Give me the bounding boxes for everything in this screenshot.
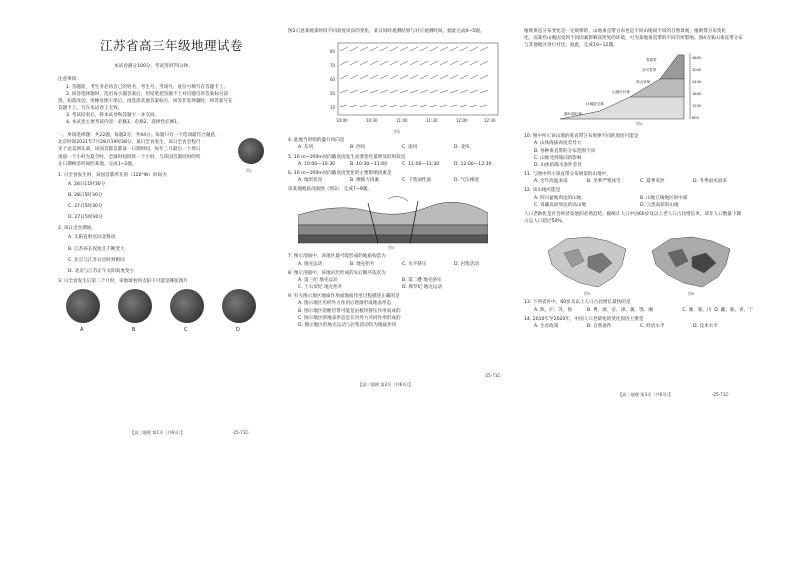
figure-2-x-label: 12:30 (484, 118, 496, 124)
figure-1-caption: 图1 (246, 168, 253, 174)
option: B. 图示地区的断层带可能是由板块挤压作用而成的 (298, 308, 401, 314)
option: D. 侏罗纪 地壳运动 (402, 285, 443, 291)
option: D. 冬季雨水较多 (693, 179, 728, 185)
question-4: 4. 此地当时吹的盛行风向是 (288, 138, 345, 144)
footer-page-2: 【高三地理 第2页（共6页）】 (358, 382, 413, 387)
figure-4-belt-label: 针阔混交林 (586, 102, 604, 107)
question-5: 5. 10 m~100m风向随高度发生显著变化最明显的时段是 (288, 154, 406, 160)
passage-line: 见于北美洲东部，该国首都首都某一日期时间，每年三月最后一个周日 (58, 147, 201, 153)
figure-4-belt (660, 55, 684, 79)
option-label: B (132, 327, 136, 333)
notice-line: 3. 考试结束后，将本试卷和答题卡一并交回。 (66, 113, 160, 119)
question-7: 7. 图示剖面中，该地区最可能形成的地质构造为 (288, 254, 386, 260)
option: D. 技术水平 (693, 323, 718, 329)
figure-3-fold (388, 197, 408, 202)
option: C. 11:00—11:30 (402, 161, 440, 167)
moon-phase-b-image (118, 289, 152, 323)
option: A. 东风 (298, 145, 314, 151)
figure-4-altitude: 3600 (692, 56, 702, 61)
figure-4-belt-label: 苔原带 (646, 58, 657, 63)
question-14: 14. 2010年至2020年，中国人口老龄化的变化原因主要是 (524, 316, 644, 322)
figure-4-altitude: 600 (692, 116, 699, 121)
figure-4-belt-label: 山地针叶林 (612, 90, 630, 95)
moon-phase-a-image (66, 289, 100, 323)
option: A. 生育政策 (534, 323, 559, 329)
notice-line: 2. 回答选择题时，选出每小题答案后，用铅笔把答题卡上对应题目的答案标号涂 (66, 91, 229, 97)
figure-2-y-label: 70 (330, 63, 336, 69)
option: A. 地形状况 (298, 178, 323, 184)
question-5-options (298, 161, 506, 168)
passage-line: 化。而某些山地因受到不同因素影响其所处的环境，可为某地垂直带的不同有所影响。图4为某山垂直带分布 (524, 36, 743, 42)
option: B. 粤、浙、京、津、冀、鄂、湘 (587, 307, 653, 313)
figure-4-belt-label: 冰川雪带 (642, 68, 657, 73)
figure-2-x-label: 11:30 (426, 118, 438, 124)
passage-line: 凌晨一个小时为夏令时，全球时间同样一个小时，与该国首都同时的所 (58, 154, 201, 160)
figure-4-altitude: 2400 (692, 80, 702, 85)
figure-2-x-label: 11:00 (396, 118, 408, 124)
option: C. 山地受到坡向的影响 (534, 155, 582, 161)
figure-2-x-label: 12:00 (456, 118, 468, 124)
moon-phase-c-image (170, 289, 204, 323)
passage-line: 与其他地区进行对比。据此，完成10~12题。 (524, 43, 618, 49)
option: C. 27日5时30分 (68, 204, 103, 210)
figure-1-image (238, 138, 264, 164)
option: D. 气压梯度 (454, 178, 479, 184)
passage-line: 读某地地质剖面图（图3），完成7~9题。 (288, 187, 372, 193)
figure-2-wind-barbs (340, 47, 488, 107)
question-8: 8. 图示剖面中，该地岩层形成的先后顺序依次为 (288, 270, 386, 276)
notice-line: 1. 答题前，考生务必将自己的姓名、考生号、考场号、座位号填写在答题卡上。 (66, 84, 229, 90)
footer-code-2: ·25-71C· (484, 373, 502, 378)
figure-3-layer (298, 203, 488, 226)
question-13: 13. 下列省区中，60岁及以上人口占比增长最快的是 (524, 300, 631, 306)
option: D. 藏、新、青、宁 (714, 307, 753, 313)
footer-code-3: ·25-71C· (712, 392, 730, 397)
option: A. 山体海拔高度差异大 (534, 141, 582, 147)
figure-5-caption: 图5 (584, 291, 591, 297)
figure-2-y-label: 50 (330, 91, 336, 97)
question-8-options (298, 277, 506, 291)
question-4-options (298, 144, 506, 151)
question-11-options (534, 178, 746, 185)
option: B. 西风 (350, 145, 366, 151)
moon-phase-d-image (222, 289, 256, 323)
question-2: 2. 该日全食期间， (58, 226, 97, 232)
option: A. 地壳运动 (298, 261, 323, 267)
option: C. 青藏高原周边的高山地 (534, 202, 587, 208)
figure-2-caption: 图2 (394, 129, 401, 135)
figure-2-y-label: 80 (330, 49, 336, 55)
question-14-options (534, 323, 746, 330)
figure-6-map (646, 231, 736, 293)
option: C. 豫、蒙、川 (682, 307, 712, 313)
option: A. 第三纪 地壳运动 (298, 277, 338, 283)
option: D. 岩浆活动 (454, 261, 479, 267)
option: C. 水平挤压 (402, 261, 427, 267)
column-1 (58, 22, 268, 337)
option: A. 全年高温多雨 (534, 179, 568, 185)
footer-page-1: 【高三地理 第1页（共6页）】 (130, 430, 185, 435)
figure-6-region (652, 237, 730, 287)
option: D. 北风 (454, 145, 470, 151)
figure-5-map (542, 231, 632, 293)
figure-4-caption: 图4 (636, 121, 643, 127)
page-title: 江苏省高三年级地理试卷 (100, 38, 244, 53)
figure-4-mountain (560, 49, 720, 121)
question-12-options (534, 195, 746, 209)
question-1: 1. 日全食发生时，该国首都所在的（120°W）时间为 (58, 172, 167, 178)
passage-line: 植被垂直分布变化是一定规律的，山地垂直带分布也是不同山地间不同的自然景观，植被带分布变化 (524, 29, 727, 34)
footer-page-3: 【高三地理 第3页（共6页）】 (618, 392, 673, 397)
option: B. 自然条件 (587, 323, 612, 329)
figures-5-6 (524, 225, 746, 297)
column-3 (524, 22, 753, 330)
option: B. 摩擦力因素 (350, 178, 380, 184)
column-2 (288, 22, 506, 329)
option: C. 下垫面性质 (402, 178, 432, 184)
option: D. 27日5时30分 (68, 215, 103, 221)
option: B. 江苏昼长夜短且不断变大 (68, 246, 125, 252)
figure-3 (288, 193, 506, 251)
question-3: 3. 日全食发生后第二个月时，该地球看到太阳下可能是哪张图片 (58, 278, 188, 284)
option: B. 10:30—11:00 (350, 161, 388, 167)
question-6: 6. 10 m~100m风向随高度变化的主要影响因素是 (288, 170, 392, 176)
passage-line: 北京时间2021年7月28日19时38分，某日全食发生，该日全食全程可 (58, 140, 201, 146)
notice-line: 答题卡上。写在本试卷上无效。 (58, 105, 123, 111)
option: A. 图示地区历经外力作用后逐渐形成地表形态 (298, 301, 392, 307)
figure-4-belt-label: 落叶阔叶林 (564, 112, 582, 117)
option: C. 夏季炎热 (640, 179, 665, 185)
figure-2-x-label: 10:00 (336, 118, 348, 124)
figure-6-caption: 图6 (688, 291, 695, 297)
question-9: 9. 有关图示地区地质作用或地质作用过程描述正确的是 (288, 294, 400, 300)
figure-4 (524, 49, 746, 127)
figure-4-altitude: 1800 (692, 92, 702, 97)
passage-line: 占总人口超过50%。 (524, 219, 567, 225)
section-heading: 一、单项选择题：共22题，每题2分，共44分。每题只有一个选项最符合题意。 (58, 133, 220, 139)
option: D. 12:00—12:30 (454, 161, 492, 167)
option: A. 四川盆地周边的山地 (534, 195, 582, 201)
option: D. 山体的降水条件差异 (534, 162, 582, 168)
question-13-options (534, 307, 753, 314)
option: C. 图示地区的地表形态是在内外力共同作用形成的 (298, 315, 401, 321)
exam-subtitle: 本试卷满分100分，考试用时75分钟。 (114, 64, 193, 70)
figure-4-belt-label: 高山草甸 (636, 80, 651, 85)
figure-2-frame (338, 43, 498, 115)
notice-line: 4. 本试卷主要考试内容：必修1、必修2、选择性必修1。 (66, 120, 182, 126)
figure-2-x-label: 10:30 (366, 118, 378, 124)
option: B. 第二叠 地壳挤压 (402, 277, 442, 283)
question-6-options (298, 177, 506, 184)
figure-4-altitude: 1200 (692, 104, 702, 109)
footer-code-1: ·25-71C· (232, 430, 250, 435)
option: B. 山地丘陵地区的中部 (640, 195, 688, 201)
option-label: C (184, 327, 188, 333)
option: D. 图示地区的地壳运动与岩浆活动均为地质作用 (298, 322, 397, 328)
question-3-figures (58, 285, 268, 337)
figure-4-altitude: 3000 (692, 68, 702, 73)
question-7-options (298, 261, 506, 268)
question-11: 11. 与图中所示垂直带分布相似的山地中， (524, 172, 611, 178)
option: A. 10:00—10:30 (298, 161, 336, 167)
option: B. 28日5时30分 (68, 193, 103, 199)
passage-line: 人口老龄化是社会经济发展的必然趋势。据统计人口中国60岁及以上老人口占比增长率，该年人口数量下降 (524, 211, 742, 217)
notice-heading: 注意事项： (58, 77, 81, 83)
option-label: D (236, 327, 240, 333)
figure-2-y-label: 10 (330, 105, 336, 111)
passage-line: 在日期相差时间约某地，完成1~2题。 (58, 161, 137, 167)
option: C. 上石炭纪 地壳抬升 (298, 285, 343, 291)
figure-3-cross-section (298, 195, 488, 245)
figure-3-caption: 图3 (388, 245, 395, 251)
option: C. 南风 (402, 145, 418, 151)
figure-2-y-label: 60 (330, 77, 336, 83)
option: A. 陕、沪、苏、鲁 (534, 307, 573, 313)
option: A. 28日11时30分 (68, 181, 106, 187)
question-10: 10. 图中所示该山地的垂直带分布规律不同的原因可能是 (524, 134, 639, 140)
figure-3-layer (298, 225, 488, 235)
option: D. 北京与江苏正午太阳高度变小 (68, 268, 135, 274)
option: B. 地壳抬升 (350, 261, 375, 267)
figure-5-region (548, 237, 626, 287)
figure-2-chart (308, 39, 508, 131)
option: C. 经济水平 (640, 323, 665, 329)
figure-2 (288, 35, 506, 135)
passage-line: 图2示意某地某时段不同高度风向的变化，某日同时观测结果与对应观测时间。据此完成4~5题。 (288, 29, 485, 34)
question-12: 12. 该山地可能是 (524, 188, 561, 194)
figure-3-layer (298, 235, 488, 243)
option: C. 北京与江苏日出时刻相同 (68, 257, 125, 263)
option: B. 各种垂直带的分布范围不同 (534, 148, 596, 154)
notice-line: 黑。如需改动，用橡皮擦干净后，再选涂其他答案标号。回答非选择题时，将答案写在 (58, 98, 233, 104)
option: A. 太阳直射点向北移动 (68, 235, 116, 241)
option: B. 冬季严寒冰雪 (587, 179, 621, 185)
option-label: A (80, 327, 84, 333)
option: D. 云贵高原的山地 (640, 202, 679, 208)
